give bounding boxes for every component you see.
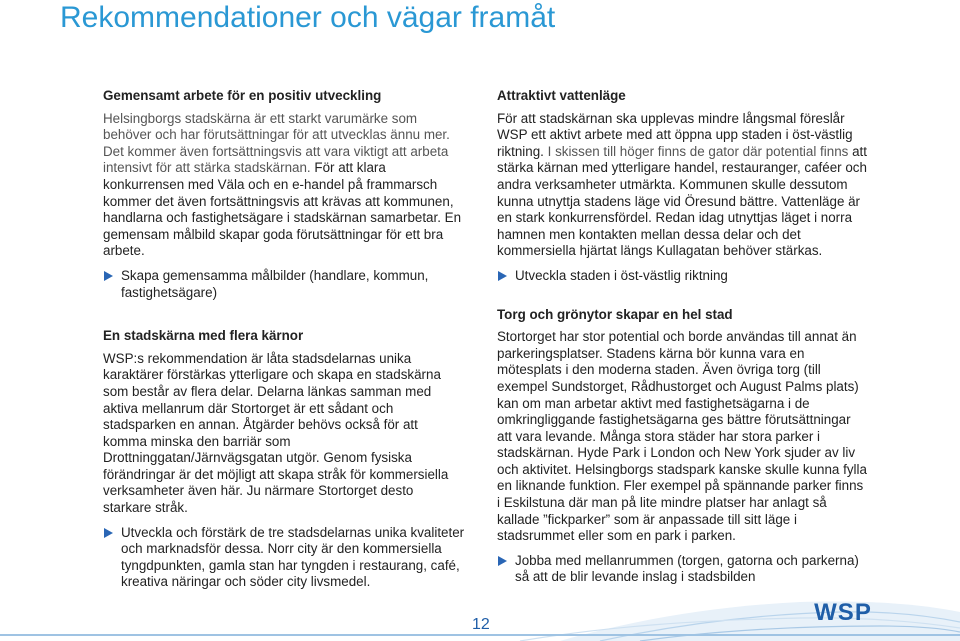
triangle-bullet-icon <box>104 528 113 538</box>
section-body-collaboration-intro: Helsingborgs stadskärna är ett starkt varumärke som behöver och har förutsättningar för att utvecklas ännu mer. Det kommer även fortsättningsvis att vara viktigt att arbeta intensivt för att stärka stadskärnan. <box>103 110 450 176</box>
bullet-text-collaboration: Skapa gemensamma målbilder (handlare, kommun, fastighetsägare) <box>121 267 429 300</box>
bullet-text-squares-green: Jobba med mellanrummen (torgen, gatorna och parkerna) så att de blir levande inslag i stadsbilden <box>515 552 859 585</box>
triangle-bullet-icon <box>104 271 113 281</box>
section-heading-multi-core: En stadskärna med flera kärnor <box>103 328 304 344</box>
right-column <box>497 88 869 586</box>
section-body-squares-green: Stortorget har stor potential och borde användas till annat än parkeringsplatser. Stadens kärna bör kunna vara en mötesplats i den moderna staden. Även övriga torg (till exempel Sundstorget, Rådhustorget och August Palms plats) kan om man arbetar aktivt med fastighetsägarna i de omkringliggande fastighetsägarna ges bättre förutsättningar att vara levande. Många stora städer har stora parker i stadskärnan. Hyde Park i London och New York sjuder av liv och aktivitet. Helsingborgs stadspark kanske skulle kunna fylla en liknande funktion. Fler exempel på spännande parker finns i Eskilstuna där man på lite mindre platser har anlagt så kallade ”fickparker” som är anpassade till sitt läge i stadsrummet eller som en park i parken. <box>497 329 867 544</box>
bullet-item-multi-core <box>103 525 465 591</box>
triangle-bullet-icon <box>498 556 507 566</box>
section-body-waterfront <box>497 111 869 260</box>
section-body-collaboration-main: För att klara konkurrensen med Väla och en e-handel på frammarsch kommer det även fortsättningsvis att krävas att kommunen, handlarna och fastighetsägare i stadskärnan samarbetar. En gemensam målbild skapar goda förutsättningar för ett bra arbete. <box>103 160 462 259</box>
bullet-item-squares-green <box>497 553 869 586</box>
svg-text:WSP: WSP <box>814 599 872 626</box>
triangle-bullet-icon <box>498 271 507 281</box>
bullet-item-collaboration <box>103 268 465 301</box>
section-heading-collaboration: Gemensamt arbete för en positiv utveckling <box>103 88 382 103</box>
section-heading-waterfront: Attraktivt vattenläge <box>497 88 626 103</box>
footer-divider <box>0 634 960 636</box>
page-title: Rekommendationer och vägar framåt <box>60 1 556 34</box>
section-body-collaboration <box>103 111 465 260</box>
section-body-waterfront-intro: För att stadskärnan ska upplevas mindre långsmal föreslår WSP ett aktivt arbete med att öppna upp staden i öst-västlig riktning. <box>497 110 853 159</box>
section-body-multi-core: WSP:s rekommendation är låta stadsdelarnas unika karaktärer förstärkas ytterligare och skapa en stadskärna som består av flera delar. Delarna länkas samman med aktiva mellanrum där Stortorget är ett sådant och stadsparken en annan. Åtgärder behövs också för att komma minska den barriär som Drottninggatan/Järnvägsgatan utgör. Genom fysiska förändringar är det möjligt att skapa stråk för kommersiella verksamheter även här. Ju närmare Stortorget desto starkare stråk. <box>103 350 449 516</box>
left-column <box>103 88 465 591</box>
bullet-text-multi-core: Utveckla och förstärk de tre stadsdelarnas unika kvaliteter och marknadsför dessa. Norr city är den kommersiella tyngdpunkten, gamla stan har tyngden i restaurang, café, kreativa näringar och söder city livsmedel. <box>121 524 465 590</box>
page-number: 12 <box>472 616 490 633</box>
bullet-item-waterfront <box>497 268 869 285</box>
section-body-waterfront-sketch: I skissen till höger finns de gator där potential finns <box>547 143 849 159</box>
section-body-waterfront-main: att stärka kärnan med ytterligare handel, restauranger, caféer och andra verksamheter utmärkta. Kommunen skulle dessutom kunna utnyttja stadens läge vid Öresund bättre. Vattenläge är en stark konkurrensfördel. Redan idag utnyttjas läget i norra hamnen men kontakten mellan dessa delar och det kommersiella hjärtat längs Kullagatan behöver stärkas. <box>497 143 867 259</box>
bullet-text-waterfront: Utveckla staden i öst-västlig riktning <box>515 267 728 283</box>
section-heading-squares-green: Torg och grönytor skapar en hel stad <box>497 306 733 322</box>
wsp-logo <box>807 597 879 627</box>
